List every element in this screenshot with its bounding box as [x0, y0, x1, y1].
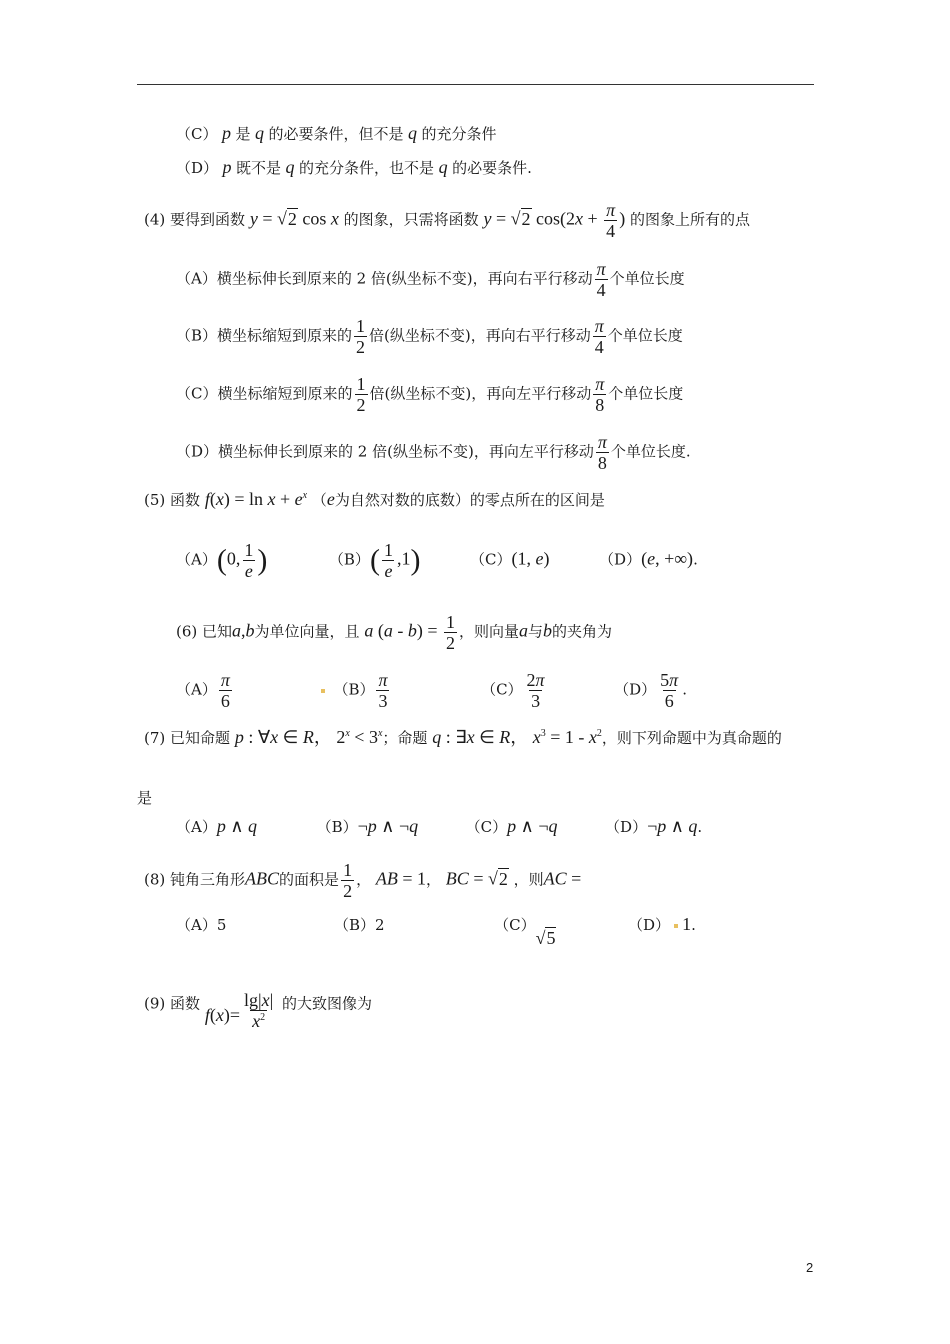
q8-stem: (8) 钝角三角形ABC的面积是 $\frac{1}{2}$ ， AB = 1， BC = √2 ，则AC =: [144, 860, 582, 901]
q5-options: （A）(0, $\frac{1}{e}$ ) （B）( $\frac{1}{e}$ ,1) （C）(1, e) （D）(e, +∞).: [176, 540, 698, 581]
page-number: 2: [806, 1260, 814, 1275]
q4-option-a: （A）横坐标伸长到原来的 2 倍(纵坐标不变)，再向右平行移动 $\frac{\pi}{4}$ 个单位长度: [176, 259, 685, 300]
q4-option-b: （B）横坐标缩短到原来的 $\frac{1}{2}$ 倍(纵坐标不变)，再向右平行移动 $\frac{\pi}{4}$ 个单位长度: [176, 316, 683, 357]
q4-option-c: （C）横坐标缩短到原来的 $\frac{1}{2}$ 倍(纵坐标不变)，再向左平行移动 $\frac{\pi}{8}$ 个单位长度: [176, 374, 684, 415]
q3-option-d: （D） p 既不是 q 的充分条件，也不是 q 的必要条件.: [176, 157, 532, 177]
q4-stem: (4) 要得到函数 y = √2 cos x 的图象，只需将函数 y = √2 cos(2x + $\frac{\pi}{4}$ ) 的图象上所有的点: [144, 200, 750, 241]
q3-option-c: （C） p 是 q 的必要条件，但不是 q 的充分条件: [176, 123, 497, 143]
q6-stem: (6) 已知a,b为单位向量，且 a (a - b) = $\frac{1}{2}$ ，则向量a与b的夹角为: [176, 612, 613, 653]
header-rule: [137, 84, 814, 85]
q6-options: （A） $\frac{\pi}{6}$ （B） $\frac{\pi}{3}$ （C） $\frac{2\pi}{3}$ （D） $\frac{5\pi}{6}$ .: [176, 670, 687, 711]
q7-options: （A）p ∧ q （B）¬p ∧ ¬q （C）p ∧ ¬q （D）¬p ∧ q.: [176, 816, 703, 836]
q9-stem: (9) 函数 f(x)= $\frac{\lg|x|}{x^2}$ 的大致图像为: [144, 990, 373, 1031]
q8-options: （A）5 （B）2 （C）√5 （D） 1.: [176, 914, 696, 948]
q7-stem-cont: 是: [137, 789, 153, 807]
q7-stem: (7) 已知命题 p : ∀x ∈ R， $2^x < 3^x$；命题 q : ∃x ∈ R， $x^3 = 1 - x^2$，则下列命题中为真命题的: [144, 727, 782, 747]
stray-mark: [321, 689, 325, 693]
q4-option-d: （D）横坐标伸长到原来的 2 倍(纵坐标不变)，再向左平行移动 $\frac{\pi}{8}$ 个单位长度.: [176, 432, 691, 473]
q5-stem: (5) 函数 $f(x) = \ln x + e^x$ （e为自然对数的底数）的零点所在的区间是: [144, 489, 605, 509]
stray-mark: [674, 924, 678, 928]
